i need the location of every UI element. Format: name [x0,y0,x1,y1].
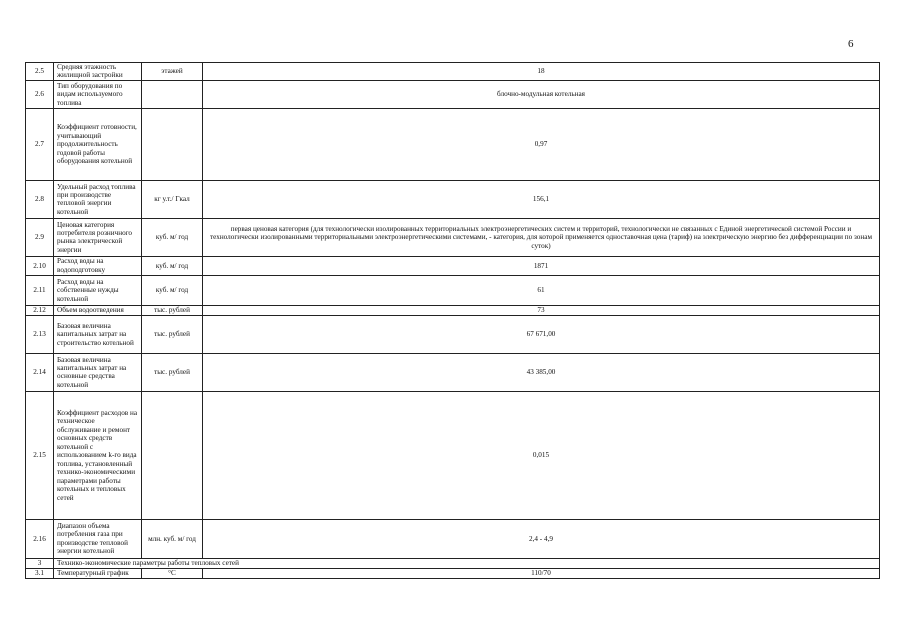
table-row [26,519,880,558]
parameter-value: 2,4 - 4,9 [203,519,880,558]
row-number: 2.16 [26,519,54,558]
row-number: 3.1 [26,568,54,578]
parameter-value: 43 385,00 [203,353,880,391]
table-row [26,315,880,353]
unit-of-measure: кг у.т./ Гкал [142,180,203,218]
table-row [26,108,880,180]
row-number: 2.12 [26,305,54,315]
table-row [26,80,880,108]
parameter-name: Средняя этажность жилищной застройки [54,63,142,81]
unit-of-measure: куб. м/ год [142,275,203,305]
parameter-value: 18 [203,63,880,81]
row-number: 2.6 [26,80,54,108]
unit-of-measure: этажей [142,63,203,81]
parameter-name: Базовая величина капитальных затрат на основные средства котельной [54,353,142,391]
row-number: 2.5 [26,63,54,81]
parameter-name: Температурный график [54,568,142,578]
unit-of-measure: куб. м/ год [142,218,203,256]
parameter-name: Объем водоотведения [54,305,142,315]
parameter-value: блочно-модульная котельная [203,80,880,108]
parameter-value: 0,015 [203,391,880,519]
parameter-name: Расход воды на собственные нужды котельной [54,275,142,305]
row-number: 2.7 [26,108,54,180]
unit-of-measure: млн. куб. м/ год [142,519,203,558]
unit-of-measure [142,391,203,519]
parameter-name: Тип оборудования по видам используемого топлива [54,80,142,108]
table-row [26,568,880,578]
parameter-value: первая ценовая категория (для технологически изолированных территориальных электроэнергетических систем и территорий, технологически не связанных с Единой энергетической системой России и технологически изолированными территориальными электроэнергетическими системами, - категория, для которой применяется одноставочная цена (тариф) на электрическую энергию без дифференциации по зонам суток) [203,218,880,256]
row-number: 2.13 [26,315,54,353]
section-number: 3 [26,558,54,568]
parameter-name: Коэффициент расходов на техническое обслуживание и ремонт основных средств котельной с использованием k-го вида топлива, установленный технико-экономическими параметрами работы котельных и тепловых сетей [54,391,142,519]
parameter-value: 61 [203,275,880,305]
page-number: 6 [848,38,854,50]
row-number: 2.11 [26,275,54,305]
unit-of-measure: °С [142,568,203,578]
unit-of-measure: тыс. рублей [142,315,203,353]
row-number: 2.10 [26,256,54,275]
row-number: 2.15 [26,391,54,519]
row-number: 2.9 [26,218,54,256]
parameters-table [25,62,880,579]
section-row [26,558,880,568]
section-title: Технико-экономические параметры работы тепловых сетей [54,558,880,568]
table-row [26,275,880,305]
table-row [26,353,880,391]
parameter-name: Расход воды на водоподготовку [54,256,142,275]
parameter-value: 1871 [203,256,880,275]
table-row [26,180,880,218]
parameter-name: Коэффициент готовности, учитывающий продолжительность годовой работы оборудования котельной [54,108,142,180]
parameter-value: 73 [203,305,880,315]
unit-of-measure: куб. м/ год [142,256,203,275]
unit-of-measure [142,80,203,108]
parameter-value: 156,1 [203,180,880,218]
table-row [26,63,880,81]
parameter-name: Ценовая категория потребителя розничного рынка электрической энергии [54,218,142,256]
parameter-name: Удельный расход топлива при производстве тепловой энергии котельной [54,180,142,218]
row-number: 2.8 [26,180,54,218]
unit-of-measure: тыс. рублей [142,353,203,391]
parameter-value: 67 671,00 [203,315,880,353]
table-row [26,391,880,519]
unit-of-measure: тыс. рублей [142,305,203,315]
parameter-value: 0,97 [203,108,880,180]
parameter-name: Диапазон объема потребления газа при производстве тепловой энергии котельной [54,519,142,558]
parameter-value: 110/70 [203,568,880,578]
table-row [26,218,880,256]
parameter-name: Базовая величина капитальных затрат на строительство котельной [54,315,142,353]
table-row [26,305,880,315]
table-row [26,256,880,275]
unit-of-measure [142,108,203,180]
row-number: 2.14 [26,353,54,391]
